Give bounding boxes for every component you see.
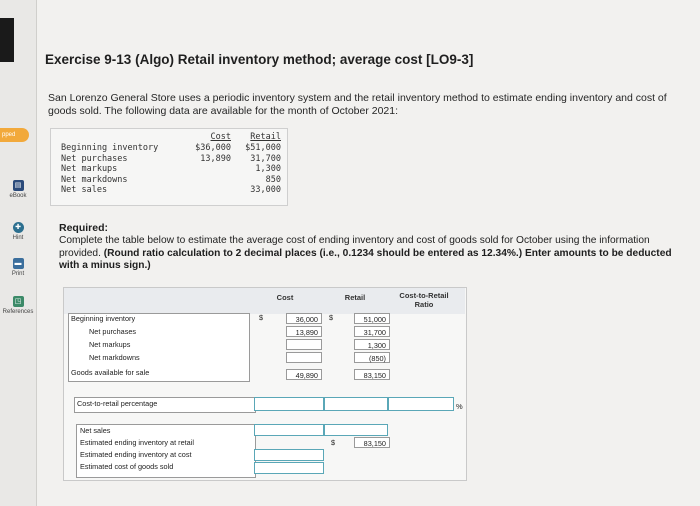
cost-of-goods-sold-input[interactable] [254,462,324,474]
given-label: Net purchases [61,153,128,164]
row-label: Net sales [80,426,111,435]
row-label: Net purchases [89,327,137,336]
retail-input[interactable]: 1,300 [354,339,390,350]
print-icon: ▬ [14,260,22,267]
ending-inventory-cost-input[interactable] [254,449,324,461]
retail-input[interactable]: (850) [354,352,390,363]
row-label: Estimated cost of goods sold [80,462,174,471]
retail-input[interactable]: 31,700 [354,326,390,337]
required-heading: Required: [59,222,109,234]
references-icon: ◳ [13,296,24,307]
given-retail: 1,300 [255,164,281,174]
ending-inventory-retail-input[interactable]: 83,150 [354,437,390,448]
currency-sign: $ [329,313,334,322]
given-label: Net markups [61,164,118,174]
given-retail: 31,700 [250,153,281,164]
cost-input[interactable] [286,352,322,363]
sidebar-item-label: Print [11,271,25,277]
given-row [51,164,287,175]
given-row [51,154,287,165]
retail-input[interactable]: 83,150 [354,369,390,380]
cost-to-retail-ratio-input[interactable] [388,397,454,411]
cost-input[interactable]: 13,890 [286,326,322,337]
problem-intro: San Lorenzo General Store uses a periodic inventory system and the retail inventory method to estimate ending inventory and cost of goods sold. The following data are available for the month of October 2021: [48,92,667,117]
currency-sign: $ [331,438,336,447]
given-row [51,143,287,154]
currency-sign: $ [259,313,264,322]
given-retail: 33,000 [250,185,281,195]
sidebar-item-label: References [2,309,34,315]
sidebar-item-references[interactable] [0,296,36,315]
cost-input[interactable]: 49,890 [286,369,322,380]
row-label: Beginning inventory [71,314,136,323]
retail-header: Retail [250,132,281,142]
given-data-table [50,128,288,206]
required-bold-text: (Round ratio calculation to 2 decimal places (i.e., 0.1234 should be entered as 12.34%.) Enter amounts to be deducted with a minus sign.) [59,247,672,271]
required-text: Complete the table below to estimate the average cost of ending inventory and cost of goods sold for October using the information provided. [59,235,650,259]
row-label: Estimated ending inventory at retail [80,438,194,447]
cost-column-header: Cost [276,293,294,302]
skipped-badge[interactable]: pped [0,128,29,142]
row-label: Net markdowns [89,353,140,362]
retail-column-header: Retail [344,293,366,302]
net-sales-cost-input[interactable] [254,424,324,436]
required-instructions [59,235,679,273]
ratio-cost-input[interactable] [254,397,324,411]
left-sidebar [0,0,37,506]
ratio-column-header: Cost-to-Retail Ratio [399,291,449,309]
nav-marker [0,18,14,62]
row-label: Cost-to-retail percentage [77,399,158,408]
sidebar-item-ebook[interactable] [0,180,36,199]
net-sales-retail-input[interactable] [324,424,388,436]
given-header [51,132,287,143]
given-row [51,185,287,196]
given-retail: 850 [265,174,281,185]
cost-input[interactable]: 36,000 [286,313,322,324]
percent-sign: % [456,402,463,411]
cost-input[interactable] [286,339,322,350]
given-label: Net markdowns [61,174,128,185]
given-cost: 13,890 [200,153,231,164]
row-label: Net markups [89,340,131,349]
page-title: Exercise 9-13 (Algo) Retail inventory method; average cost [LO9-3] [45,52,474,67]
row-label: Estimated ending inventory at cost [80,450,192,459]
given-label: Net sales [61,185,108,195]
sidebar-item-hint[interactable] [0,222,36,241]
sidebar-item-label: eBook [9,193,27,199]
given-row [51,175,287,186]
retail-input[interactable]: 51,000 [354,313,390,324]
hint-icon: ✚ [13,222,24,233]
given-retail: $51,000 [245,143,281,153]
book-icon: ▤ [13,180,24,191]
given-cost: $36,000 [195,143,231,153]
sidebar-item-label: Hint [12,235,24,241]
given-label: Beginning inventory [61,143,159,153]
cost-header: Cost [210,132,231,142]
sidebar-item-print[interactable] [0,258,36,277]
ratio-retail-input[interactable] [324,397,388,411]
row-label: Goods available for sale [71,368,150,377]
